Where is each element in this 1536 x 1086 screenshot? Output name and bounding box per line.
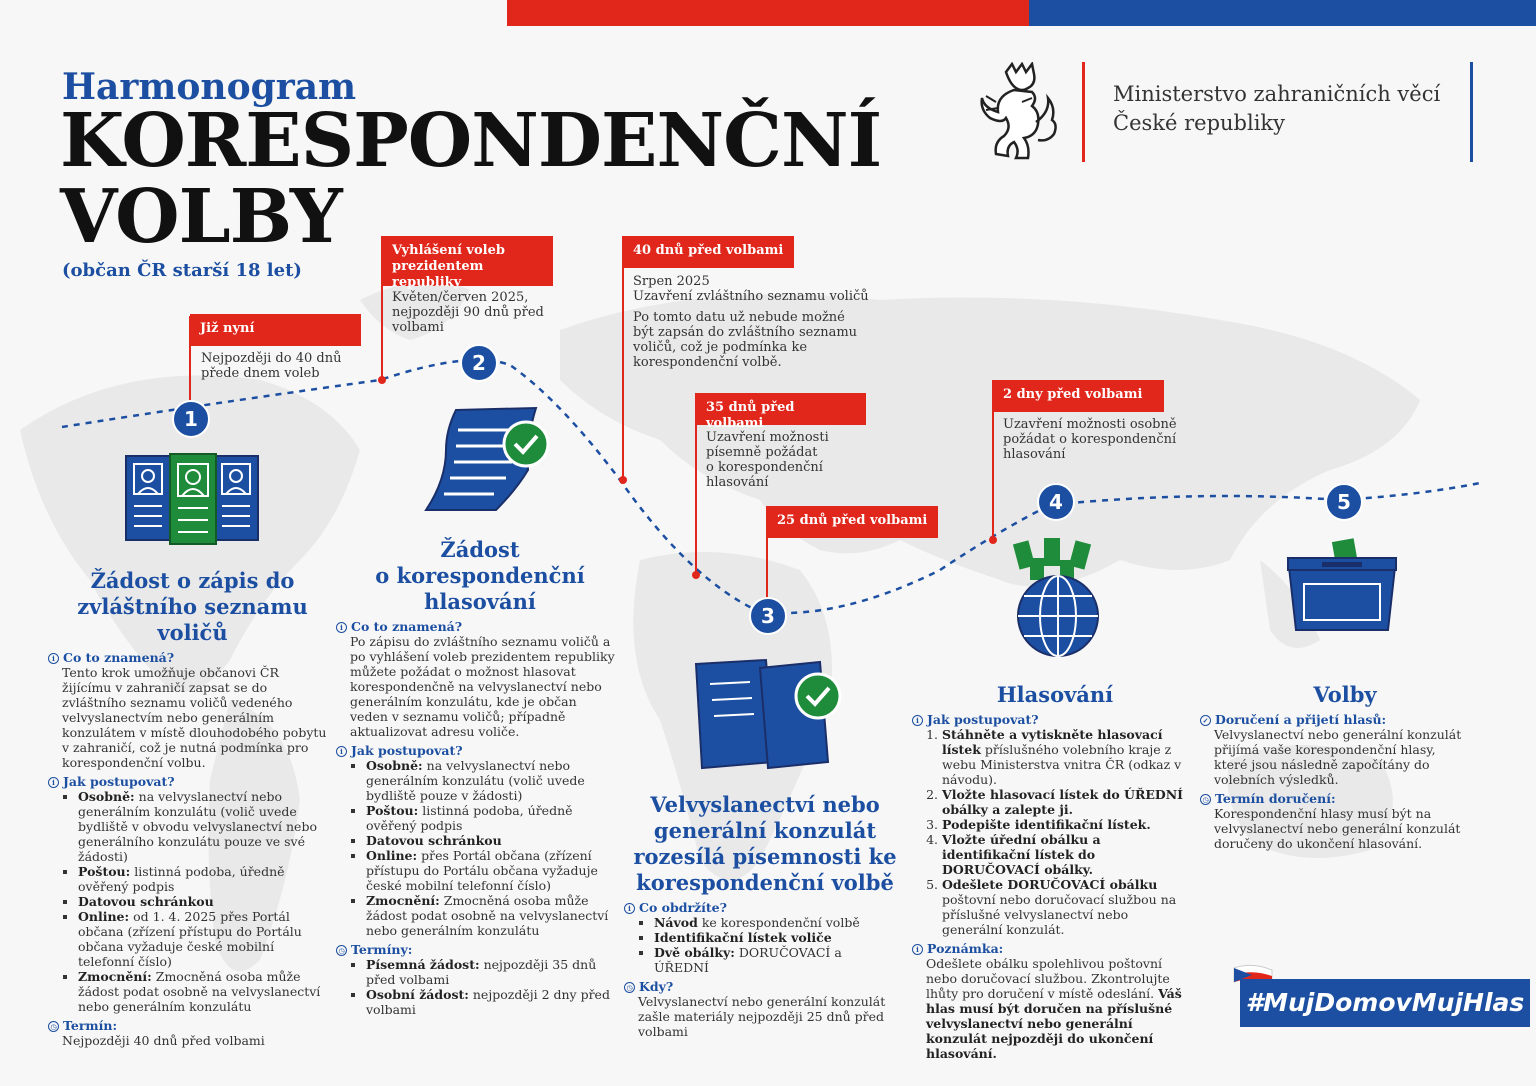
globe-ballots-icon xyxy=(1010,536,1106,662)
list-item: ▪ Online: od 1. 4. 2025 přes Portál občana (zřízení přístupu do Portálu občana vyžaduje české mobilní telefonní číslo) xyxy=(78,909,328,969)
list-item: 1. Stáhněte a vytiskněte hlasovací lístek příslušného volebního kraje z webu Ministerstva vnitra ČR (odkaz v návodu). xyxy=(942,727,1184,787)
timeline-flag-25-days: 25 dnů před volbami xyxy=(767,506,938,538)
step1-heading-meaning: i Co to znamená? xyxy=(48,650,328,665)
step1-deadline-text: Nejpozději 40 dnů před volbami xyxy=(62,1033,265,1048)
step3-title: Velvyslanectví nebo generální konzulát rozesílá písemnosti ke korespondenční volbě xyxy=(633,792,897,895)
ministry-line2: České republiky xyxy=(1113,111,1285,135)
step2-deadline-list xyxy=(336,957,616,1017)
ballot-box-icon xyxy=(1284,536,1400,636)
page-subtitle: (občan ČR starší 18 let) xyxy=(62,260,302,281)
timeline-note-now: Nejpozději do 40 dnů přede dnem voleb xyxy=(201,351,342,381)
step5-deadline-text: Korespondenční hlasy musí být na velvyslanectví nebo generální konzulát doručeny do ukončení hlasování. xyxy=(1214,806,1461,851)
step2-details xyxy=(336,615,616,1017)
timeline-dot-3 xyxy=(619,476,627,484)
step2-heading-how: i Jak postupovat? xyxy=(336,743,616,758)
ministry-name xyxy=(1113,80,1440,138)
list-item: 3. Podepište identifikační lístek. xyxy=(942,817,1184,832)
step5-title: Volby xyxy=(1313,682,1377,707)
list-item: ▪ Návod ke korespondenční volbě xyxy=(654,915,894,930)
timeline-flag-35-days: 35 dnů před volbami xyxy=(696,393,866,425)
step5-heading-deadline: ◷ Termín doručení: xyxy=(1200,791,1465,806)
list-item: ▪ Zmocnění: Zmocněná osoba může žádost podat osobně na velvyslanectví nebo generálním konzulátu xyxy=(78,969,328,1014)
hashtag-banner: #MujDomovMujHlas xyxy=(1240,979,1530,1027)
list-item: ▪ Datovou schránkou xyxy=(78,894,328,909)
list-item: 2. Vložte hlasovací lístek do ÚŘEDNÍ obálky a zalepte ji. xyxy=(942,787,1184,817)
list-item: ▪ Osobně: na velvyslanectví nebo generálním konzulátu (volič uvede bydliště v obvodu velvyslanectví nebo generálního konzulátu pouze ve své žádosti) xyxy=(78,789,328,864)
list-item: ▪ Poštou: listinná podoba, úředně ověřený podpis xyxy=(78,864,328,894)
step-number-1: 1 xyxy=(172,400,210,438)
step1-heading-how: i Jak postupovat? xyxy=(48,774,328,789)
ministry-divider-red xyxy=(1082,62,1085,162)
step-number-5: 5 xyxy=(1325,483,1363,521)
step1-title: Žádost o zápis do zvláštního seznamu voličů xyxy=(77,568,308,645)
timeline-note-announcement: Květen/červen 2025, nejpozději 90 dnů před volbami xyxy=(392,290,544,335)
registration-cards-icon xyxy=(122,450,262,550)
timeline-note-40-days-detail: Po tomto datu už nebude možné být zapsán do zvláštního seznamu voličů, což je podmínka ke korespondenční volbě. xyxy=(633,310,858,370)
step3-when-text: Velvyslanectví nebo generální konzulát zašle materiály nejpozději 25 dnů před volbami xyxy=(638,994,886,1039)
list-item: ▪ Zmocnění: Zmocněná osoba může žádost podat osobně na velvyslanectví nebo generálním konzulátu xyxy=(366,893,616,938)
timeline-dot-2 xyxy=(378,376,386,384)
timeline-note-40-days: Srpen 2025 Uzavření zvláštního seznamu voličů xyxy=(633,274,869,304)
timeline-dot-6 xyxy=(989,536,997,544)
step-number-4: 4 xyxy=(1037,483,1075,521)
step4-title: Hlasování xyxy=(996,682,1114,707)
list-item: ▪ Osobní žádost: nejpozději 2 dny před volbami xyxy=(366,987,616,1017)
ministry-divider-blue xyxy=(1470,62,1473,162)
step2-heading-meaning: i Co to znamená? xyxy=(336,619,616,634)
step5-heading-delivery: ✓ Doručení a přijetí hlasů: xyxy=(1200,712,1465,727)
list-item: ▪ Identifikační lístek voliče xyxy=(654,930,894,945)
list-item: ▪ Písemná žádost: nejpozději 35 dnů před volbami xyxy=(366,957,616,987)
step1-details xyxy=(48,646,328,1048)
step2-heading-deadlines: ◷ Termíny: xyxy=(336,942,616,957)
step4-heading-how: i Jak postupovat? xyxy=(912,712,1184,727)
step4-heading-note: i Poznámka: xyxy=(912,941,1184,956)
list-item: ▪ Dvě obálky: DORUČOVACÍ a ÚŘEDNÍ xyxy=(654,945,894,975)
step1-method-list xyxy=(48,789,328,1014)
step5-details xyxy=(1200,708,1465,851)
timeline-dot-4 xyxy=(692,571,700,579)
step1-meaning-text: Tento krok umožňuje občanovi ČR žijícímu v zahraničí zapsat se do zvláštního seznamu voličů vedeného velvyslanectvím nebo generálním konzulátem v místě dlouhodobého pobytu v zahraničí, což je nutná podmínka pro korespondenční volbu. xyxy=(62,665,327,770)
ministry-line1: Ministerstvo zahraničních věcí xyxy=(1113,82,1441,106)
flag-pole-3 xyxy=(622,236,624,480)
step2-meaning-text: Po zápisu do zvláštního seznamu voličů a po vyhlášení voleb prezidentem republiky můžete požádat o možnost hlasovat korespondenčně na velvyslanectví nebo generálním konzulátu, kde je občan veden v seznamu voličů; případně aktualizovat adresu voliče. xyxy=(350,634,615,739)
list-item: 4. Vložte úřední obálku a identifikační lístek do DORUČOVACÍ obálky. xyxy=(942,832,1184,877)
step-number-2: 2 xyxy=(460,344,498,382)
documents-envelopes-icon xyxy=(690,650,850,776)
list-item: ▪ Datovou schránkou xyxy=(366,833,616,848)
harmonogram-label: Harmonogram xyxy=(62,66,357,108)
timeline-flag-now: Již nyní xyxy=(190,314,361,346)
step3-items-list xyxy=(624,915,894,975)
application-form-icon xyxy=(416,400,556,518)
step4-steps-list xyxy=(912,727,1184,937)
page-title-line2: VOLBY xyxy=(60,174,342,260)
step-number-3: 3 xyxy=(749,597,787,635)
list-item: 5. Odešlete DORUČOVACÍ obálku poštovní nebo doručovací službou na příslušné velvyslanectví nebo generální konzulát. xyxy=(942,877,1184,937)
list-item: ▪ Online: přes Portál občana (zřízení přístupu do Portálu občana vyžaduje české mobilní telefonní číslo) xyxy=(366,848,616,893)
timeline-flag-announcement: Vyhlášení voleb prezidentem republiky xyxy=(382,236,553,286)
step4-details xyxy=(912,708,1184,1061)
step5-delivery-text: Velvyslanectví nebo generální konzulát přijímá vaše korespondenční hlasy, které jsou následně započítány do volebních výsledků. xyxy=(1214,727,1462,787)
step4-note-text: Odešlete obálku spolehlivou poštovní nebo doručovací službou. Zkontrolujte lhůty pro doručení v místě odeslání. Váš hlas musí být doručen na příslušné velvyslanectví nebo generální konzulát nejpozději do ukončení hlasování. xyxy=(926,956,1182,1061)
step3-heading-receive: i Co obdržíte? xyxy=(624,900,894,915)
list-item: ▪ Poštou: listinná podoba, úředně ověřený podpis xyxy=(366,803,616,833)
step2-method-list xyxy=(336,758,616,938)
step2-title: Žádost o korespondenční hlasování xyxy=(375,537,585,614)
step3-heading-when: ◷ Kdy? xyxy=(624,979,894,994)
step3-details xyxy=(624,896,894,1039)
step1-heading-deadline: ◷ Termín: xyxy=(48,1018,328,1033)
czech-lion-emblem-icon xyxy=(976,62,1062,162)
timeline-flag-2-days: 2 dny před volbami xyxy=(993,380,1164,412)
timeline-note-2-days: Uzavření možnosti osobně požádat o korespondenční hlasování xyxy=(1003,417,1177,462)
timeline-note-35-days: Uzavření možnosti písemně požádat o korespondenční hlasování xyxy=(706,430,829,490)
timeline-flag-40-days: 40 dnů před volbami xyxy=(623,236,794,268)
list-item: ▪ Osobně: na velvyslanectví nebo generálním konzulátu (volič uvede bydliště pouze v žádosti) xyxy=(366,758,616,803)
page-title-line1: KORESPONDENČNÍ xyxy=(60,98,882,184)
